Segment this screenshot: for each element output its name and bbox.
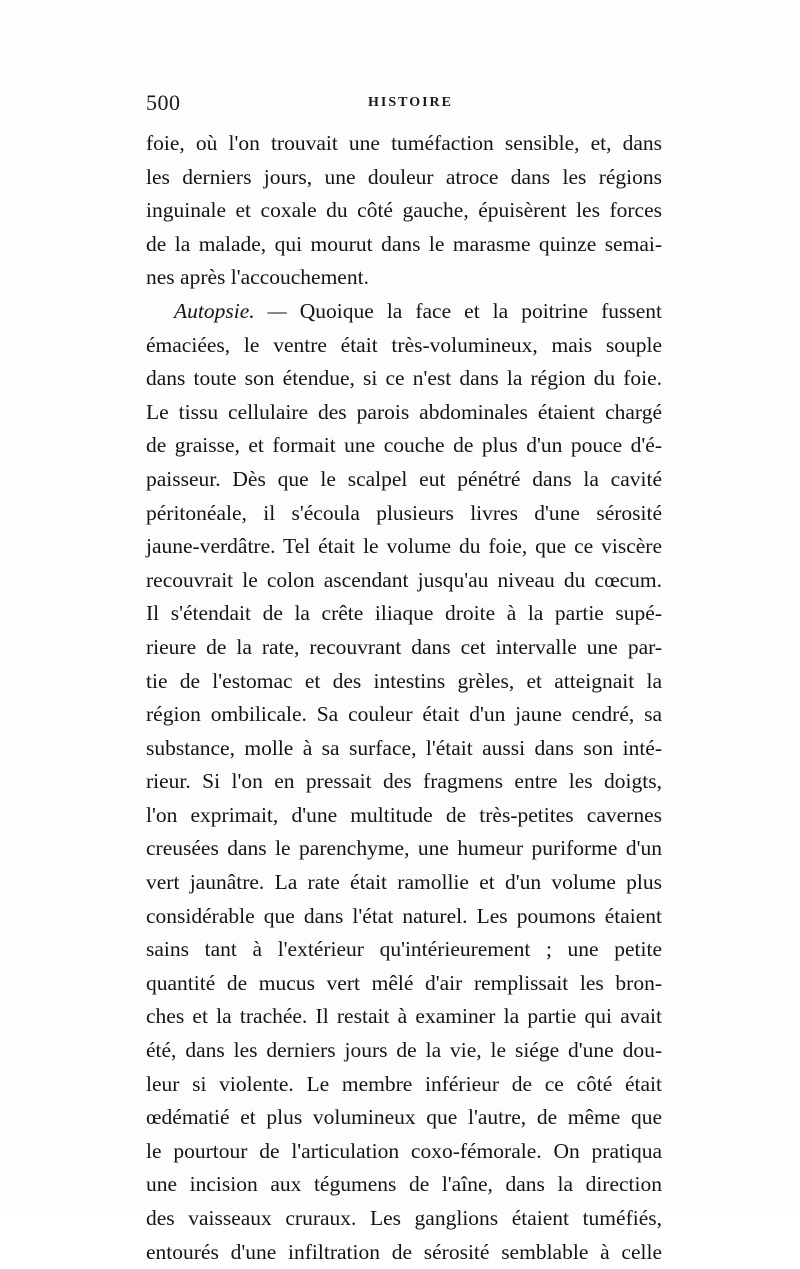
text-line: considérable que dans l'état naturel. Les poumons étaient [146,903,662,928]
text-line: l'on exprimait, d'une multitude de très-petites cavernes [146,802,662,827]
running-head: HISTOIRE [368,95,453,110]
text-line: tie de l'estomac et des intestins grèles, et atteignait la [146,668,662,693]
text-line: leur si violente. Le membre inférieur de ce côté était [146,1071,662,1096]
text-line: jaune-verdâtre. Tel était le volume du foie, que ce viscère [146,534,662,559]
text-line: Il s'étendait de la crête iliaque droite à la partie supé- [146,601,662,626]
page-header [146,90,666,120]
text-line: le pourtour de l'articulation coxo-fémorale. On pratiqua [146,1138,662,1163]
text-line: nes après l'accouchement. [146,265,369,290]
text-line: dans toute son étendue, si ce n'est dans la région du foie. [146,366,662,391]
text-line: région ombilicale. Sa couleur était d'un jaune cendré, sa [146,702,662,727]
text-line: sains tant à l'extérieur qu'intérieurement ; une petite [146,937,662,962]
text-line: inguinale et coxale du côté gauche, épuisèrent les forces [146,198,662,223]
text-line: de la malade, qui mourut dans le marasme quinze semai- [146,231,662,256]
text-line: péritonéale, il s'écoula plusieurs livres d'une sérosité [146,500,662,525]
text-line: substance, molle à sa surface, l'était aussi dans son inté- [146,735,662,760]
text-line: de graisse, et formait une couche de plus d'un pouce d'é- [146,433,662,458]
text-line-autopsie [146,295,662,329]
text-line: des vaisseaux cruraux. Les ganglions étaient tuméfiés, [146,1206,662,1230]
text-line: une incision aux tégumens de l'aîne, dans la direction [146,1172,662,1197]
text-line: œdématié et plus volumineux que l'autre, de même que [146,1105,662,1130]
text-line: les derniers jours, une douleur atroce dans les régions [146,164,662,189]
text-line: foie, où l'on trouvait une tuméfaction sensible, et, dans [146,131,662,155]
text-line: ches et la trachée. Il restait à examiner la partie qui avait [146,1004,662,1029]
body-text [146,127,662,1269]
autopsie-label: Autopsie. — [174,298,287,323]
text-line: rieure de la rate, recouvrant dans cet intervalle une par- [146,634,662,659]
text-line: quantité de mucus vert mêlé d'air remplissait les bron- [146,970,662,995]
text-line: paisseur. Dès que le scalpel eut pénétré dans la cavité [146,466,662,491]
text-line: recouvrait le colon ascendant jusqu'au niveau du cœcum. [146,567,662,592]
text-line: rieur. Si l'on en pressait des fragmens entre les doigts, [146,769,662,794]
text-line: vert jaunâtre. La rate était ramollie et d'un volume plus [146,870,662,895]
text-line: entourés d'une infiltration de sérosité semblable à celle [146,1239,662,1264]
autopsie-line-text: Quoique la face et la poitrine fussent [299,298,662,323]
text-line: été, dans les derniers jours de la vie, le siége d'une dou- [146,1038,662,1063]
text-line: creusées dans le parenchyme, une humeur puriforme d'un [146,836,662,861]
page-number: 500 [146,90,181,115]
text-line: Le tissu cellulaire des parois abdominales étaient chargé [146,399,662,424]
text-line: émaciées, le ventre était très-volumineux, mais souple [146,332,662,357]
